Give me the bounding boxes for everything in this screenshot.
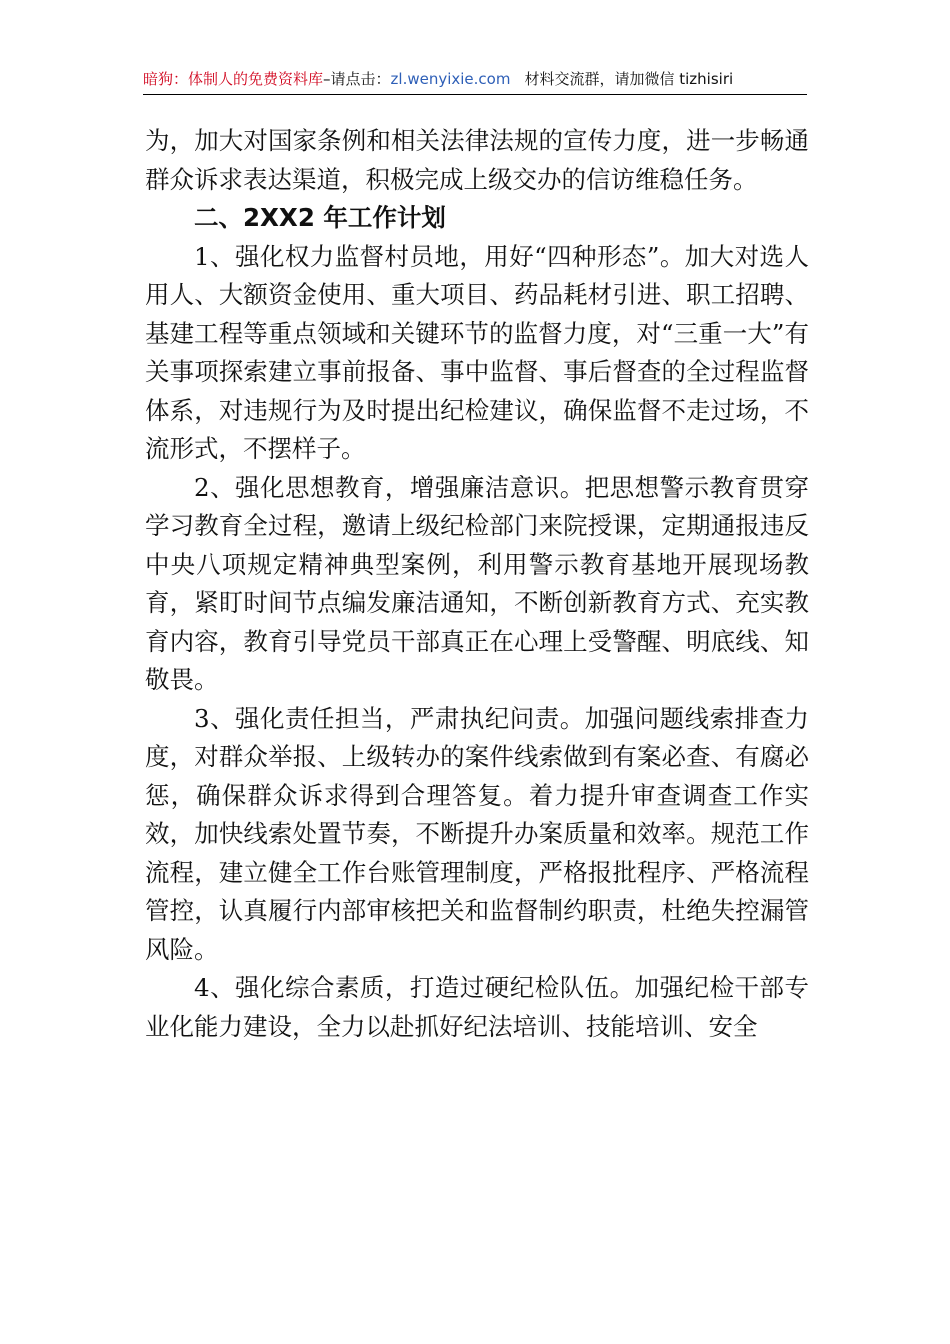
header-wechat-note: 材料交流群，请加微信 tizhisiri <box>524 70 734 88</box>
paragraph-1: 1、强化权力监督村员地，用好“四种形态”。加大对选人用人、大额资金使用、重大项目、药品耗材引进、职工招聘、基建工程等重点领域和关键环节的监督力度，对“三重一大”有关事项探索建立事前报备、事中监督、事后督查的全过程监督体系，对违规行为及时提出纪检建议，确保监督不走过场，不流形式，不摆样子。 <box>145 241 809 463</box>
header-brand: 暗狗：体制人的免费资料库 <box>143 70 324 88</box>
header-link[interactable]: zl.wenyixie.com <box>390 70 511 88</box>
paragraph-4: 4、强化综合素质，打造过硬纪检队伍。加强纪检干部专业化能力建设，全力以赴抓好纪法培训、技能培训、安全 <box>145 973 809 1041</box>
page-header <box>143 68 807 95</box>
continuation-paragraph: 为，加大对国家条例和相关法律法规的宣传力度，进一步畅通群众诉求表达渠道，积极完成上级交办的信访维稳任务。 <box>145 126 809 194</box>
section-heading: 二、2XX2 年工作计划 <box>194 203 446 232</box>
document-body <box>145 122 809 1046</box>
paragraph-3: 3、强化责任担当，严肃执纪问责。加强问题线索排查力度，对群众举报、上级转办的案件线索做到有案必查、有腐必惩，确保群众诉求得到合理答复。着力提升审查调查工作实效，加快线索处置节奏，不断提升办案质量和效率。规范工作流程，建立健全工作台账管理制度，严格报批程序、严格流程管控，认真履行内部审核把关和监督制约职责，杜绝失控漏管风险。 <box>145 703 809 964</box>
paragraph-2: 2、强化思想教育，增强廉洁意识。把思想警示教育贯穿学习教育全过程，邀请上级纪检部门来院授课，定期通报违反中央八项规定精神典型案例，利用警示教育基地开展现场教育，紧盯时间节点编发廉洁通知，不断创新教育方式、充实教育内容，教育引导党员干部真正在心理上受警醒、明底线、知敬畏。 <box>145 472 809 694</box>
header-prompt: –请点击： <box>323 70 391 88</box>
